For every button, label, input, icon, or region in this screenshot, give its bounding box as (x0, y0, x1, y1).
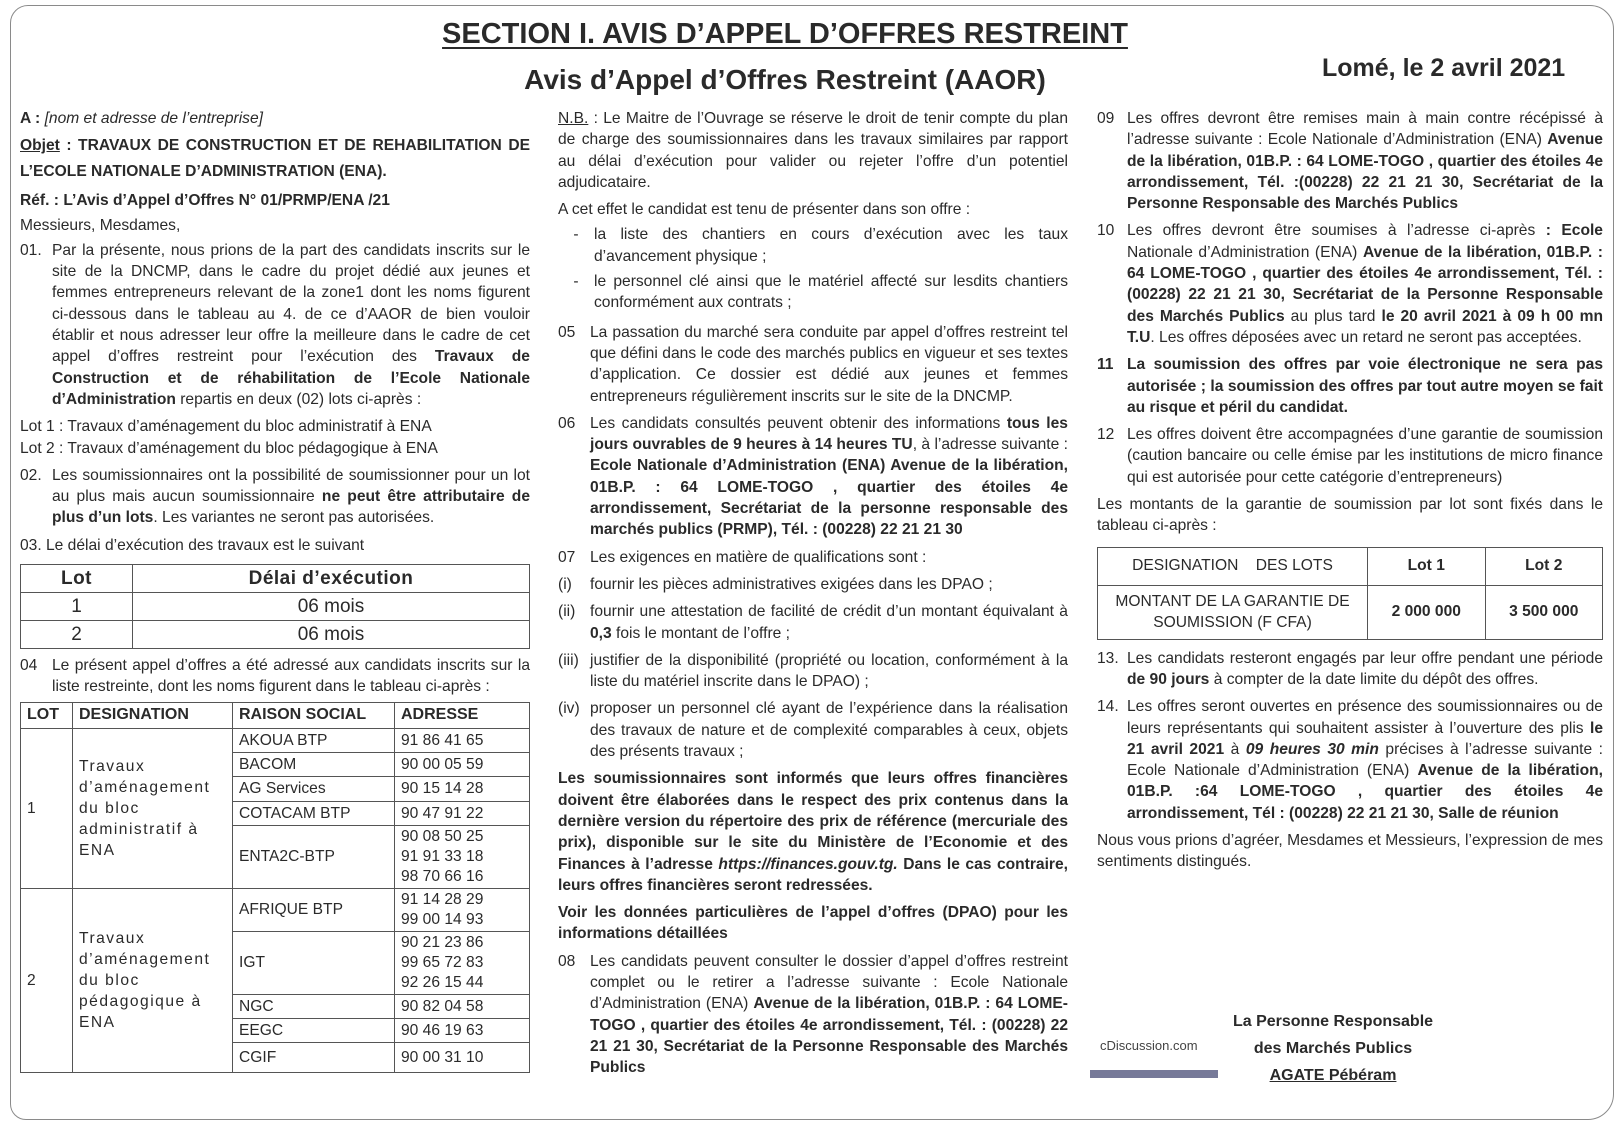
recipient-label: A : (20, 110, 41, 127)
table-row: 2 Travaux d’aménagement du bloc pédagogique à ENA AFRIQUE BTP 91 14 28 29 99 00 14 93 (21, 888, 530, 931)
paragraph-02: 02. Les soumissionnaires ont la possibilité de soumissionner pour un lot au plus mais aucun soumissionnaire ne peut être attributaire de plus d’un lots. Les variantes ne seront pas autorisées. (20, 466, 530, 527)
amounts-intro: Les montants de la garantie de soumission par lot sont fixés dans le tableau ci-après : (1097, 496, 1603, 535)
candidates-table (20, 702, 530, 1074)
table-row: MONTANT DE LA GARANTIE DE SOUMISSION (F CFA) 2 000 000 3 500 000 (1098, 585, 1603, 639)
table-row: EEGC 90 46 19 63 (21, 1019, 530, 1043)
salutation: Messieurs, Mesdames, (20, 216, 181, 234)
paragraph-06: 06 Les candidats consultés peuvent obtenir des informations tous les jours ouvrables de 9 heures à 14 heures TU, à l’adresse suivante : Ecole Nationale d’Administration (ENA) Avenue de la libération, 01B.P. : 64 LOME-TOGO , quartier des étoiles 4e arrondissement, Secrétariat de la personne responsable des marchés publics (PRMP), Tél. : (00228) 22 21 21 30 (558, 414, 1069, 539)
column-3 (1097, 108, 1603, 879)
col-header-address: ADRESSE (395, 702, 530, 728)
paragraph-04: 04 Le présent appel d’offres a été adressé aux candidats inscrits sur la liste restreinte, dont les noms figurent dans le tableau ci-après : (20, 657, 530, 696)
requirement-iii: (iii) justifier de la disponibilité (propriété ou location, conformément à la liste du matériel inscrite dans le DPAO) ; (558, 651, 1068, 691)
section-title: SECTION I. AVIS D’APPEL D’OFFRES RESTREINT (442, 18, 1128, 50)
requirement-ii: (ii) fournir une attestation de facilité de crédit d’un montant équivalant à 0,3 fois le montant de l’offre ; (558, 603, 1068, 642)
paragraph-09: 09 Les offres devront être remises main à main contre récépissé à l’adresse suivante : Ecole Nationale d’Administration (ENA) Avenue de la libération, 01B.P. : 64 LOME-TOGO , quartier des étoiles 4e arrondissement, Tél. :(00228) 22 21 21 30, Secrétariat de la Personne Responsable des Marchés Publics (1097, 110, 1603, 213)
reference-line: Réf. : L’Avis d’Appel d’Offres N° 01/PRMP/ENA /21 (20, 192, 390, 210)
requirement-iv: (iv) proposer un personnel clé ayant de l’expérience dans la réalisation des travaux de nature et de complexité comparables à ceux, objets des présents travaux ; (558, 700, 1068, 761)
signatory-name: AGATE Pébéram (1269, 1067, 1397, 1084)
paragraph-05: 05 La passation du marché sera conduite par appel d’offres restreint tel que défini dans le code des marchés publics en vigueur et ses textes d’application. Ce dossier est dédié aux jeunes et femmes entrepreneurs régulièrement inscrits sur le site de la DNCMP. (558, 323, 1068, 405)
column-1 (20, 108, 530, 1073)
table-row: COTACAM BTP 90 47 91 22 (21, 801, 530, 825)
paragraph-01: 01. Par la présente, nous prions de la part des candidats inscrits sur le site de la DNCMP, dans le cadre du projet dédié aux jeunes et femmes entrepreneurs relevant de la zone1 dont les noms figurent ci-dessous dans le tableau au 4. de ce d’AAOR de bien vouloir établir et nous adresser leur offre la meilleure dans le cadre de cet appel d’offres restreint pour l’exécution des Travaux de Construction et de réhabilitation de l’Ecole Nationale d’Administration repartis en deux (02) lots ci-après : (20, 241, 530, 408)
paragraph-10: 10 Les offres devront être soumises à l’adresse ci-après : Ecole Nationale d’Administration (ENA) Avenue de la libération, 01B.P. : 64 LOME-TOGO , quartier des étoiles 4e arrondissement, Tél. :(00228) 22 21 21 30, Secrétariat de la Personne Responsable des Marchés Publics au plus tard le 20 avril 2021 à 09 h 00 mn T.U. Les offres déposées avec un retard ne seront pas acceptées. (1097, 222, 1604, 346)
paragraph-14: 14. Les offres seront ouvertes en présence des soumissionnaires ou de leurs représentants qui souhaitent assister à l’ouverture des plis le 21 avril 2021 à 09 heures 30 min précises à l’adresse suivante : Ecole Nationale d’Administration (ENA) Avenue de la libération, 01B.P. :64 LOME-TOGO , quartier des étoiles 4e arrondissement, Tél : (00228) 22 21 21 30, Salle de réunion (1097, 698, 1604, 822)
paragraph-07: 07 Les exigences en matière de qualifications sont : (558, 548, 927, 566)
lot-1-line: Lot 1 : Travaux d’aménagement du bloc administratif à ENA (20, 418, 432, 436)
delay-header-lot: Lot (21, 565, 133, 593)
nb-paragraph: N.B. : Le Maitre de l’Ouvrage se réserve le droit de tenir compte du plan de charge des soumissionnaires dans les travaux similaires par rapport au délai d’exécution pour valider ou rejeter l’offre d’un potentiel adjudicataire. (558, 110, 1068, 191)
effect-line: A cet effet le candidat est tenu de présenter dans son offre : (558, 201, 971, 219)
site-logo: cDiscussion.com (1090, 1028, 1218, 1078)
table-row: BACOM 90 00 05 59 (21, 752, 530, 776)
paragraph-08: 08 Les candidats peuvent consulter le dossier d’appel d’offres restreint complet ou le retirer a l’adresse suivante : Ecole Nationale d’Administration (ENA) Avenue de la libération, 01B.P. : 64 LOME-TOGO , quartier des étoiles 4e arrondissement, Tél. : (00228) 22 21 21 30, Secrétariat de la Personne Responsable des Marchés Publics (558, 952, 1068, 1077)
col-header-designation: DESIGNATION (73, 702, 233, 728)
column-2 (558, 108, 1068, 1084)
table-row: 2 06 mois (21, 621, 530, 649)
paragraph-11: 11 La soumission des offres par voie électronique ne sera pas autorisée ; la soumission des offres par tout autre moyen se fait au risque et péril du candidat. (1097, 356, 1603, 416)
lot-2-line: Lot 2 : Travaux d’aménagement du bloc pédagogique à ENA (20, 439, 438, 457)
table-row: NGC 90 82 04 58 (21, 994, 530, 1018)
list-item: - le personnel clé ainsi que le matériel affecté sur lesdits chantiers conformément aux contrats ; (573, 273, 1068, 312)
object-line: Objet : TRAVAUX DE CONSTRUCTION ET DE REHABILITATION DE L’ECOLE NATIONALE D’ADMINISTRATION (ENA). (20, 137, 530, 181)
pricing-notice: Les soumissionnaires sont informés que leurs offres financières doivent être élaborées dans le respect des prix contenus dans la dernière version du répertoire des prix de référence (mercuriale des prix), disponible sur le site du Ministère de l’Economie et des Finances à l’adresse https://finances.gouv.tg. Dans le cas contraire, leurs offres financières seront redressées. (558, 770, 1069, 894)
delay-header-delay: Délai d’exécution (133, 565, 530, 593)
paragraph-12: 12 Les offres doivent être accompagnées d’une garantie de soumission (caution bancaire ou celle émise par les institutions de micro finance qui est autorisée pour cette catégorie d’entrepreneurs) (1097, 426, 1603, 486)
table-row: 1 06 mois (21, 593, 530, 621)
list-item: - la liste des chantiers en cours d’exécution avec les taux d’avancement physique ; (573, 226, 1068, 265)
closing-formula: Nous vous prions d’agréer, Mesdames et Messieurs, l’expression de mes sentiments distingués. (1097, 832, 1603, 871)
notice-date: Lomé, le 2 avril 2021 (1322, 54, 1566, 82)
table-row: CGIF 90 00 31 10 (21, 1043, 530, 1073)
col-header-lot: LOT (21, 702, 73, 728)
recipient-value: [nom et adresse de l’entreprise] (44, 110, 263, 127)
col-header-name: RAISON SOCIAL (233, 702, 395, 728)
table-row: AG Services 90 15 14 28 (21, 777, 530, 801)
paragraph-13: 13. Les candidats resteront engagés par leur offre pendant une période de 90 jours à compter de la date limite du dépôt des offres. (1097, 649, 1603, 688)
signature-block: La Personne Responsable des Marchés Publics AGATE Pébéram (1218, 1008, 1448, 1089)
table-row: IGT 90 21 23 86 99 65 72 83 92 26 15 44 (21, 931, 530, 994)
table-row: ENTA2C-BTP 90 08 50 25 91 91 33 18 98 70 66 16 (21, 825, 530, 888)
logo-bar (1090, 1070, 1218, 1078)
delay-table (20, 564, 530, 649)
requirement-i: (i) fournir les pièces administratives exigées dans les DPAO ; (558, 575, 993, 593)
dpao-notice: Voir les données particulières de l’appel d’offres (DPAO) pour les informations détaillées (558, 904, 1068, 943)
table-row: 1 Travaux d’aménagement du bloc administratif à ENA AKOUA BTP 91 86 41 65 (21, 728, 530, 752)
paragraph-03: 03. Le délai d’exécution des travaux est le suivant (20, 536, 365, 554)
notice-subtitle: Avis d’Appel d’Offres Restreint (AAOR) (524, 64, 1046, 95)
guarantee-table: DESIGNATION DES LOTS Lot 1 Lot 2 MONTANT DE LA GARANTIE DE SOUMISSION (F CFA) 2 000 000 3 500 000 (1097, 547, 1603, 640)
